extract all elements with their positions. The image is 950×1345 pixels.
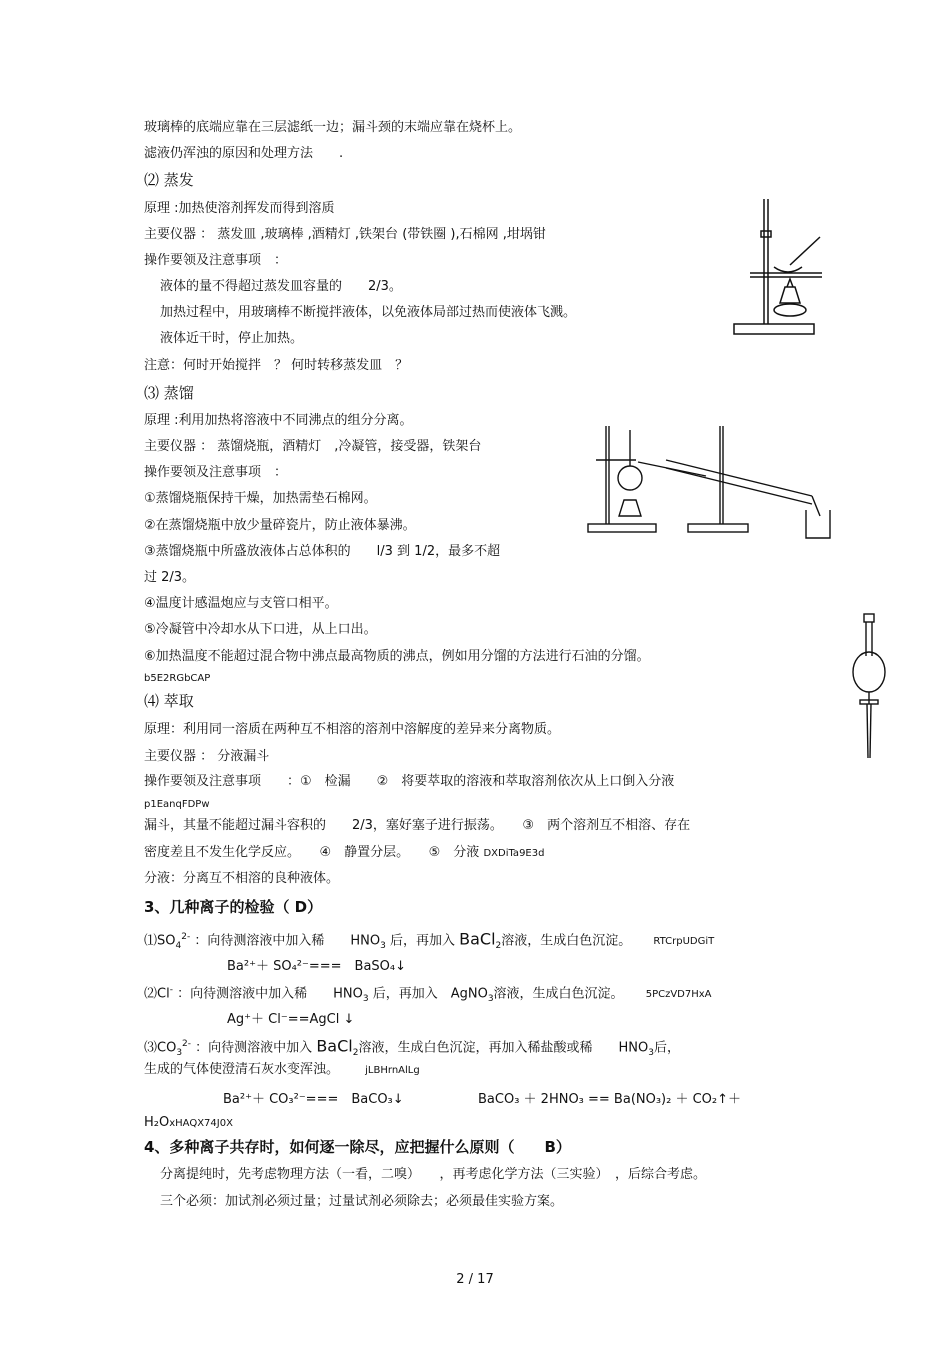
text-line	[144, 1061, 420, 1080]
text-line: ②在蒸馏烧瓶中放少量碎瓷片，防止液体暴沸。	[144, 518, 416, 533]
text-line: 主要仪器 ： 分液漏斗	[144, 749, 270, 764]
text-span: 后，再加入	[389, 933, 455, 949]
text-span: 后，再加入 AgNO	[372, 986, 488, 1002]
text-line	[144, 1114, 233, 1133]
ion-label: ⑶CO	[144, 1040, 177, 1056]
section-title-distillation: ⑶ 蒸馏	[144, 384, 194, 402]
code-tag: 5PCzVD7HxA	[645, 989, 712, 1001]
text-line: 分离提纯时，先考虑物理方法（一看，二嗅） ，再考虑化学方法（三实验） ，后综合考虑。	[160, 1167, 707, 1182]
section-title-evaporation: ⑵ 蒸发	[144, 171, 194, 189]
text-line: 操作要领及注意事项 ：	[144, 253, 288, 268]
text-line: 注意：何时开始搅拌 ？ 何时转移蒸发皿 ？	[144, 358, 409, 373]
text-line: 分液：分离互不相溶的良种液体。	[144, 871, 340, 886]
text-span: ：向待测溶液中加入	[195, 1040, 313, 1056]
code-tag: xHAQX74J0X	[169, 1118, 233, 1129]
text-span: 溶液，生成白色沉淀，再加入稀盐酸或稀 HNO	[358, 1040, 649, 1056]
text-line: ④温度计感温炮应与支管口相平。	[144, 596, 338, 611]
ion-label: ⑵Cl	[144, 986, 170, 1002]
text-line: 原理 :利用加热将溶液中不同沸点的组分分离。	[144, 413, 413, 428]
text-span: 后，	[653, 1040, 680, 1056]
distillation-apparatus-figure	[586, 420, 836, 545]
text-line: ①蒸馏烧瓶保持干燥，加热需垫石棉网。	[144, 491, 377, 506]
separatory-funnel-figure	[848, 612, 890, 760]
equation: BaCO₃ ＋ 2HNO₃ == Ba(NO₃)₂ ＋ CO₂↑＋	[478, 1092, 742, 1107]
code-tag: RTCrpUDGiT	[653, 936, 715, 948]
text-span: 生成的气体使澄清石灰水变浑浊。	[144, 1062, 340, 1077]
text-line: 原理 :加热使溶剂挥发而得到溶质	[144, 201, 335, 216]
formula: H₂O	[144, 1115, 170, 1130]
reagent: BaCl	[459, 929, 496, 949]
text-span: 溶液，生成白色沉淀。	[501, 933, 632, 949]
code-tag: jLBHrnAlLg	[365, 1065, 420, 1076]
text-span: ：向待测溶液中加入稀 HNO	[194, 933, 381, 949]
equation: Ba²⁺＋ SO₄²⁻=== BaSO₄↓	[227, 959, 407, 974]
equation: Ba²⁺＋ CO₃²⁻=== BaCO₃↓	[223, 1092, 404, 1107]
ion-label: ⑴SO	[144, 933, 176, 949]
text-line: 主要仪器 ： 蒸发皿 ,玻璃棒 ,酒精灯 ,铁架台 (带铁圈 ),石棉网 ,坩埚钳	[144, 227, 546, 242]
text-line: 液体近干时，停止加热。	[160, 331, 304, 346]
ion-test-sulfate: $⑴SO_4^{2-}$ ：向待测溶液中加入稀 $HNO_3$ 后，再加入 BaCl$_2$溶液，生成白色沉淀。 RTCrpUDGiT	[144, 929, 715, 951]
text-line: 原理：利用同一溶质在两种互不相溶的溶剂中溶解度的差异来分离物质。	[144, 722, 561, 737]
text-line: ⑥加热温度不能超过混合物中沸点最高物质的沸点，例如用分馏的方法进行石油的分馏。	[144, 649, 650, 664]
text-line: 过 2/3。	[144, 570, 196, 585]
text-line: 操作要领及注意事项 ：① 检漏 ② 将要萃取的溶液和萃取溶剂依次从上口倒入分液	[144, 774, 675, 789]
text-line: 加热过程中，用玻璃棒不断搅拌液体，以免液体局部过热而使液体飞溅。	[160, 305, 577, 320]
text-line: 主要仪器 ： 蒸馏烧瓶，酒精灯 ,冷凝管，接受器，铁架台	[144, 439, 482, 454]
page-number: 2 / 17	[456, 1272, 494, 1287]
text-line: 操作要领及注意事项 ：	[144, 465, 288, 480]
text-line: ③蒸馏烧瓶中所盛放液体占总体积的 l/3 到 1/2，最多不超	[144, 544, 501, 559]
text-line: ⑤冷凝管中冷却水从下口进，从上口出。	[144, 622, 377, 637]
section-title-ion-tests: 3、几种离子的检验（ D）	[144, 898, 323, 916]
code-tag: b5E2RGbCAP	[144, 673, 211, 684]
equation: Ag⁺＋ Cl⁻==AgCl ↓	[227, 1012, 355, 1027]
text-span: ：向待测溶液中加入稀 HNO	[177, 986, 363, 1002]
ion-test-carbonate: $⑶CO_3^{2-}$ ：向待测溶液中加入 BaCl$_2$溶液，生成白色沉淀，再加入稀盐酸或稀 $HNO_3$后，	[144, 1036, 680, 1058]
evaporation-apparatus-figure	[730, 195, 825, 340]
text-line: 液体的量不得超过蒸发皿容量的 2/3。	[160, 279, 402, 294]
text-line: 玻璃棒的底端应靠在三层滤纸一边；漏斗颈的末端应靠在烧杯上。	[144, 120, 522, 135]
section-title-ion-removal: 4、多种离子共存时，如何逐一除尽，应把握什么原则（ B）	[144, 1138, 571, 1156]
code-tag: DXDiTa9E3d	[483, 848, 545, 859]
section-title-extraction: ⑷ 萃取	[144, 692, 194, 710]
text-line	[144, 844, 544, 863]
reagent: BaCl	[316, 1036, 353, 1056]
text-line: 三个必须：加试剂必须过量；过量试剂必须除去；必须最佳实验方案。	[160, 1194, 564, 1209]
text-span: 密度差且不发生化学反应。 ④ 静置分层。 ⑤ 分液	[144, 845, 480, 860]
code-tag: p1EanqFDPw	[144, 799, 210, 810]
ion-test-chloride: ⑵Cl- ：向待测溶液中加入稀 $HNO_3$ 后，再加入 AgNO$_3$溶液，生成白色沉淀。 5PCzVD7HxA	[144, 985, 712, 1004]
text-span: 溶液，生成白色沉淀。	[493, 986, 624, 1002]
text-line: 漏斗，其量不能超过漏斗容积的 2/3，塞好塞子进行振荡。 ③ 两个溶剂互不相溶、存在	[144, 818, 691, 833]
text-line: 滤液仍浑浊的原因和处理方法 .	[144, 146, 344, 161]
